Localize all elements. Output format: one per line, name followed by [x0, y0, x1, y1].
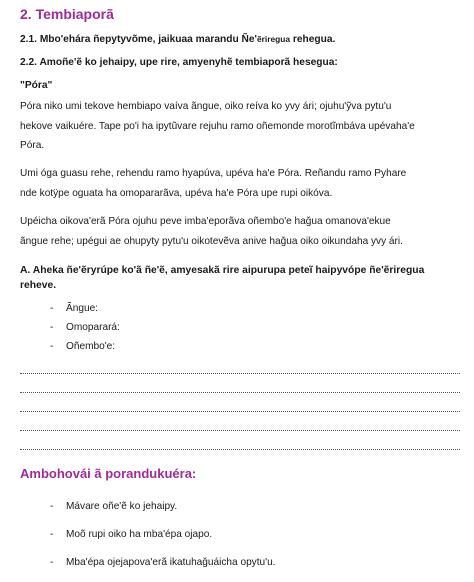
- term-label: Ãngue:: [66, 303, 98, 314]
- question-item: - Moõ rupi oiko ha mba'épa ojapo.: [50, 529, 213, 540]
- paragraph-line: Póra niko umi tekove hembiapo vaíva ãngue, oiko reíva ko yvy ári; ojuhu'ỹva pytu'u: [20, 101, 392, 112]
- question-item: - Mba'épa ojejapova'erã ikatuhağuáicha opytu'u.: [50, 557, 276, 568]
- answer-line[interactable]: [20, 373, 460, 374]
- question-2-1-small: ẽriregua: [256, 34, 291, 44]
- story-paragraph-1: [20, 97, 456, 156]
- answer-line[interactable]: [20, 411, 460, 412]
- story-title: "Póra": [20, 80, 53, 91]
- question-item: - Mávare oñe'ẽ ko jehaipy.: [50, 501, 178, 512]
- paragraph-line: Umi óga guasu rehe, rehendu ramo hyapúva, upéva ha'e Póra. Reñandu ramo Pyhare: [20, 168, 407, 179]
- paragraph-line: ãngue rehe; upégui ae ohupyty pytu'u oikotevẽva anive hağua oiko oikundaha yvy ári.: [20, 235, 403, 247]
- term-item: - Oñembo'e:: [50, 341, 116, 352]
- paragraph-line: hekove vaikuére. Tape po'i ha ipytũvare rejuhu ramo oñemonde morotĩmbáva upévaha'e: [20, 120, 415, 132]
- term-label: Omoparará:: [66, 322, 120, 333]
- question-2-1-main: 2.1. Mbo'ehára ñepytyvõme, jaikuaa marandu Ñe': [20, 34, 257, 45]
- paragraph-line: nde kotÿpe oguata ha omopararãva, upéva ha'e Póra upe rupi oikóva.: [20, 187, 333, 199]
- question-2-2: 2.2. Amoñe'ẽ ko jehaipy, upe rire, amyenyhẽ tembiaporã hesegua:: [20, 57, 338, 68]
- answer-line[interactable]: [20, 449, 460, 450]
- term-item: - Ãngue:: [50, 303, 98, 314]
- term-item: - Omoparará:: [50, 322, 120, 333]
- question-a: [20, 263, 424, 293]
- question-text: Moõ rupi oiko ha mba'épa ojapo.: [66, 529, 213, 540]
- paragraph-line: Upéicha oikova'erã Póra ojuhu peve imba'eporãva oñembo'e hağua omanova'ekue: [20, 216, 391, 227]
- term-label: Oñembo'e:: [66, 341, 116, 352]
- question-2-1-rest: rehegua.: [290, 34, 336, 45]
- section-title: 2. Tembiaporã: [20, 6, 114, 22]
- question-a-line: A. Aheka ñe'ẽryrúpe ko'ã ñe'ẽ, amyesakã rire aipurupa peteĩ haipyvópe ñe'ẽriregua: [20, 265, 425, 276]
- answer-line[interactable]: [20, 430, 460, 431]
- paragraph-line: Póra.: [20, 140, 45, 151]
- question-a-line: reheve.: [20, 280, 57, 291]
- answer-line[interactable]: [20, 392, 460, 393]
- section-2-title: Ambohovái ã porandukuéra:: [20, 466, 197, 481]
- story-paragraph-3: [20, 212, 456, 251]
- story-paragraph-2: [20, 164, 456, 203]
- question-text: Mávare oñe'ẽ ko jehaipy.: [66, 501, 178, 512]
- question-text: Mba'épa ojejapova'erã ikatuhağuáicha opytu'u.: [66, 557, 276, 568]
- question-2-1: [20, 34, 335, 45]
